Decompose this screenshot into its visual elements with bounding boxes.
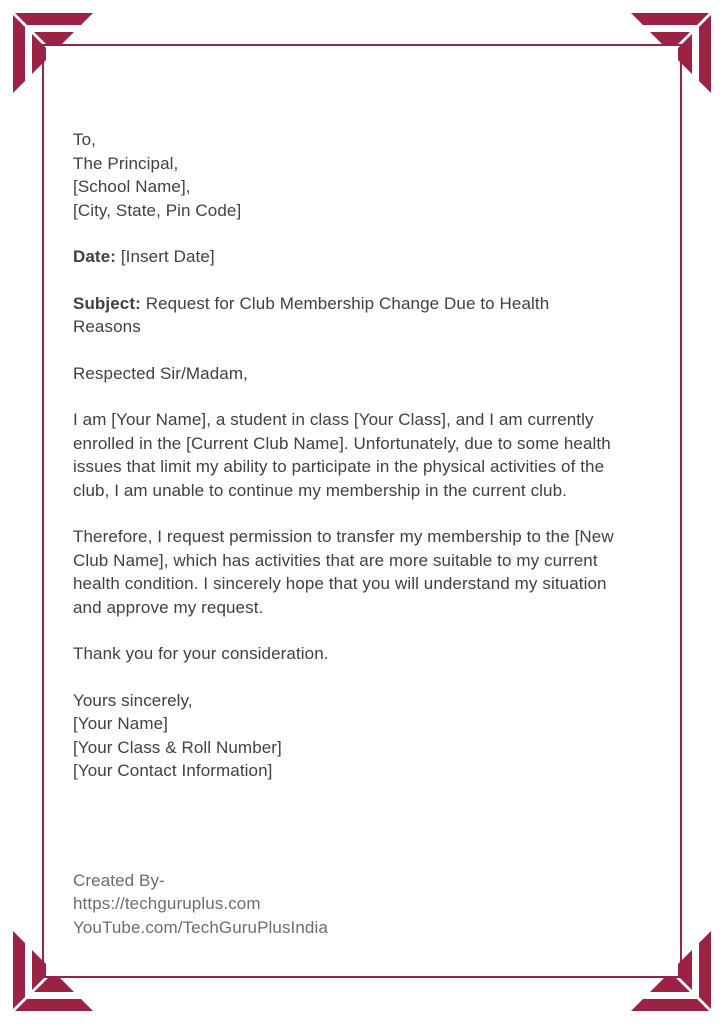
body-paragraph <box>73 642 638 666</box>
corner-ornament-top-left <box>13 13 113 113</box>
body-paragraph <box>73 408 638 502</box>
paragraph-text: I am [Your Name], a student in class [Your Class], and I am currently enrolled in the [Current Club Name]. Unfortunately, due to some health issues that limit my ability to participate in the physical activities of the club, I am unable to continue my membership in the current club. <box>73 410 611 500</box>
recipient-line: To, <box>73 130 96 149</box>
recipient-block <box>73 128 638 222</box>
subject-value: Request for Club Membership Change Due to Health Reasons <box>73 293 550 336</box>
chevron-corner-icon <box>611 13 711 113</box>
closing-line: Yours sincerely, <box>73 690 193 710</box>
closing-line: [Your Name] <box>73 714 168 733</box>
footer-line: https://techguruplus.com <box>73 894 261 913</box>
footer-line: Created By- <box>73 870 165 890</box>
subject-line <box>73 292 593 339</box>
closing-line: [Your Class & Roll Number] <box>73 737 282 757</box>
date-value: [Insert Date] <box>120 247 215 266</box>
recipient-line: [City, State, Pin Code] <box>73 200 242 220</box>
letter-body <box>73 128 638 939</box>
closing-block <box>73 689 638 783</box>
footer-line: YouTube.com/TechGuruPlusIndia <box>73 917 328 937</box>
salutation-text: Respected Sir/Madam, <box>73 363 248 383</box>
footer-credit <box>73 869 638 940</box>
date-line <box>73 245 638 269</box>
subject-label: Subject: <box>73 293 141 313</box>
paragraph-text: Therefore, I request permission to transfer my membership to the [New Club Name], which has activities that are more suitable to my current health condition. I sincerely hope that you will understand my situation and approve my request. <box>73 527 614 617</box>
date-label: Date: <box>73 247 117 266</box>
chevron-corner-icon <box>13 13 113 113</box>
recipient-line: [School Name], <box>73 177 191 196</box>
closing-line: [Your Contact Information] <box>73 761 273 780</box>
salutation <box>73 362 638 386</box>
body-paragraph <box>73 525 638 619</box>
recipient-line: The Principal, <box>73 153 179 173</box>
corner-ornament-top-right <box>611 13 711 113</box>
paragraph-text: Thank you for your consideration. <box>73 644 329 663</box>
